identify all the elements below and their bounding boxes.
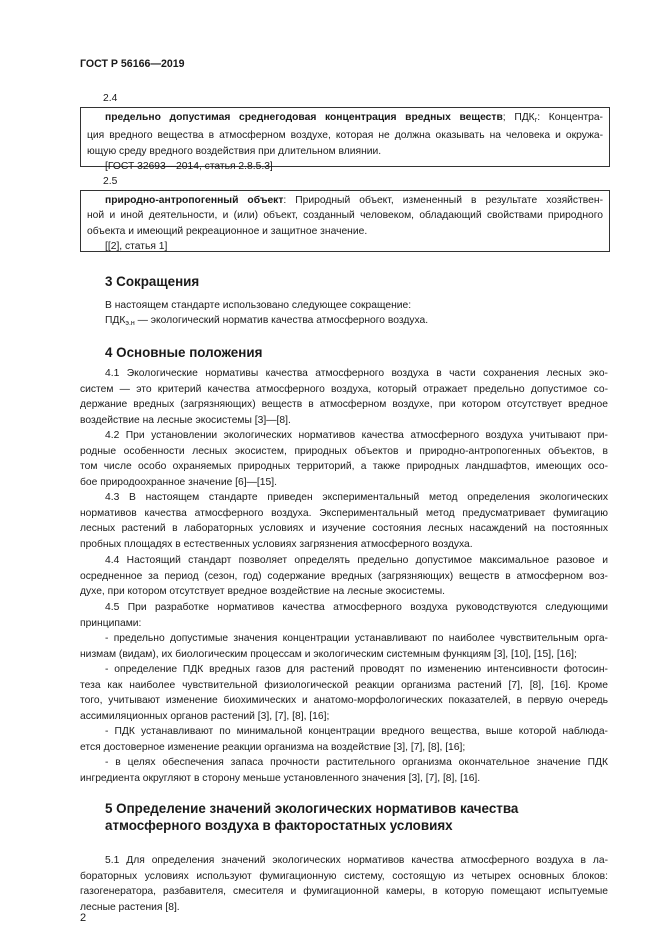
paragraph-4-4: 4.4 Настоящий стандарт позволяет определять предельно допустимое максимальное разовое и осредненное за период (сезон, год) содержание вредных (загрязняющих) веществ в атмосферном воз- духе, при котором отсутствует вредное воздействие на лесные экосистемы.: [80, 555, 608, 598]
abbr: ПДК: [105, 315, 126, 326]
paragraph-5-1: 5.1 Для определения значений экологических нормативов качества атмосферного воздуха в ла- бораторных условиях используют фумигационную систему, состоящую из четырех основных блоков: газогенератора, разбавителя, смесителя и фумигационной камеры, в которую помещают испытуемые лесные растения [8].: [80, 855, 608, 913]
term-def-2: ция вредного вещества в атмосферном воздухе, которая не должна оказывать на человека и окружа-: [87, 130, 603, 142]
paragraph-4-1: 4.1 Экологические нормативы качества атмосферного воздуха в части сохранения лесных эко- систем — это критерий качества атмосферного воздуха, который отражает предельно допустимое со- держание вредных (загрязняющих) веществ в атмосферном воздухе, при котором отсутствует вредное воздействие на лесные экосистемы [3]—[8].: [80, 368, 608, 426]
term-name: природно-антропогенный объект: [105, 195, 284, 206]
section3-intro: В настоящем стандарте использовано следующее сокращение:: [105, 300, 412, 311]
term-abbr: ПДК: [514, 112, 535, 123]
term-source: [ГОСТ 32693—2014, статья 2.8.5.3]: [105, 160, 273, 172]
bullet-1: - предельно допустимые значения концентрации устанавливают по наиболее чувствительным орга- низмам (видам), их биологическим процессам и экологическим системным функциям [3], [10], [15], [16];: [80, 633, 608, 660]
section-title: 5 Определение значений экологических нормативов качества атмосферного воздуха в факторостатных условиях: [105, 801, 519, 833]
abbr-def: — экологический норматив качества атмосферного воздуха.: [134, 315, 429, 326]
term-def-1: : Природный объект, измененный в результате хозяйствен-: [283, 195, 603, 206]
paragraph-4-3: 4.3 В настоящем стандарте приведен экспериментальный метод определения экологических нормативов качества атмосферного воздуха. Экспериментальный метод предусматривает фумигацию лесных растений в лабораторных условиях и изучение состояния лесных насаждений на постоянных пробных площадях в естественных условиях загрязнения атмосферного воздуха.: [80, 492, 608, 550]
abbr-sub: э.н: [125, 320, 135, 327]
page-number: 2: [80, 912, 87, 924]
term-name: предельно допустимая среднегодовая концентрация вредных веществ: [105, 112, 503, 123]
bullet-4: - в целях обеспечения запаса прочности растительного организма окончательное значение ПДК ингредиента округляют в сторону меньше установленного значения [3], [7], [8], [16].: [80, 757, 608, 784]
document-header: ГОСТ Р 56166—2019: [80, 58, 185, 70]
term-def-2: ной и иной деятельности, и (или) объект, созданный человеком, обладающий свойствами природного: [87, 210, 603, 222]
paragraph-4-2: 4.2 При установлении экологических нормативов качества атмосферного воздуха учитывают при- родные особенности лесных экосистем, природных объектов и природно-антропогенных объектов, в том числе особо охраняемых природных территорий, а также природных ландшафтов, имеющих осо- бое природоохранное значение [6]—[15].: [80, 430, 608, 488]
term-number: 2.4: [103, 93, 118, 104]
bullet-2: - определение ПДК вредных газов для растений проводят по изменению интенсивности фотосин- теза как наиболее чувствительной физиологической реакции организма растений [7], [8], [16]. Кроме того, учитывают изменение биохимических и анатомо-морфологических показателей, в первую очередь ассимиляционных органов растений [3], [7], [8], [16];: [80, 664, 608, 722]
section-title: 4 Основные положения: [105, 345, 263, 360]
term-def-3: объекта и имеющий рекреационное и защитное значение.: [87, 225, 368, 237]
term-number: 2.5: [103, 176, 118, 187]
term-box-2-4: предельно допустимая среднегодовая концентрация вредных веществ; $ПДК_г$: Концентра- ция вредного вещества в атмосферном воздухе, которая не должна оказывать на человека и окружа- ющую среду вредного воздействия при длительном влиянии. [ГОСТ 32693—2014, статья 2.8.5.3]: [80, 107, 610, 167]
term-source: [[2], статья 1]: [105, 240, 168, 252]
paragraph-4-5: 4.5 При разработке нормативов качества атмосферного воздуха руководствуются следующими принципами:: [80, 602, 608, 629]
term-def-1: : Концентра-: [537, 112, 603, 123]
term-def-3: ющую среду вредного воздействия при длительном влиянии.: [87, 145, 382, 157]
term-abbr-sub: г: [534, 117, 538, 124]
section3-abbr-line: [105, 313, 428, 332]
bullet-3: - ПДК устанавливают по минимальной концентрации вредного вещества, выше которой наблюда- ется достоверное изменение реакции организма на воздействие [3], [7], [8], [16];: [80, 726, 608, 753]
term-box-2-5: [80, 190, 610, 252]
section-title: 3 Сокращения: [105, 274, 200, 289]
